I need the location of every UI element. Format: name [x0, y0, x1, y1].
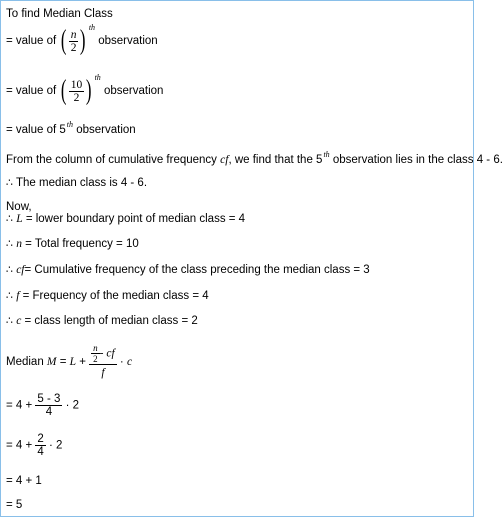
equals-sign: =: [59, 356, 67, 368]
fraction-numerator: 5 - 3: [37, 393, 61, 405]
cumulative-frequency-statement: [6, 150, 503, 168]
main-numerator: [89, 343, 117, 365]
var-c: c: [16, 315, 22, 327]
therefore-icon: ∴: [6, 176, 13, 189]
statement-part-c: observation lies in the class 4 - 6.: [332, 154, 503, 166]
step-rhs: · 2: [49, 439, 63, 452]
therefore-icon: ∴: [6, 263, 13, 276]
fraction-denominator: 2: [73, 91, 80, 104]
def-L: [6, 212, 245, 226]
inner-denominator: 2: [93, 354, 98, 364]
median-class-conclusion: [6, 176, 147, 190]
median-formula: [6, 343, 132, 381]
step-n-over-2: [6, 23, 158, 56]
superscript-th: th: [94, 73, 101, 83]
fraction-denominator: 2: [70, 41, 77, 54]
therefore-icon: ∴: [6, 212, 13, 225]
def-cf: [6, 263, 370, 277]
therefore-icon: ∴: [6, 237, 13, 250]
step-10-over-2: [6, 73, 164, 106]
fraction-numerator: 2: [37, 433, 44, 445]
def-cf-text: = Cumulative frequency of the class preceding the median class = 3: [24, 264, 370, 276]
def-n-text: = Total frequency = 10: [25, 238, 139, 250]
plus-sign: +: [79, 356, 86, 368]
value-of-label: = value of: [6, 35, 57, 48]
median-main-fraction: [89, 343, 117, 381]
def-L-text: = lower boundary point of median class = 4: [25, 213, 246, 225]
var-c: c: [126, 356, 133, 368]
therefore-icon: ∴: [6, 314, 13, 327]
var-n: n: [16, 238, 22, 250]
left-paren: (: [61, 75, 67, 106]
therefore-icon: ∴: [6, 289, 13, 302]
fraction-denominator: 4: [37, 446, 44, 458]
fraction-2-over-4: [35, 433, 45, 458]
step-lhs: = 4 +: [6, 399, 33, 412]
superscript-th: th: [66, 120, 74, 129]
inner-fraction: [91, 343, 100, 364]
fraction-numerator: 10: [70, 78, 83, 91]
fraction-denominator: 4: [45, 406, 53, 418]
substitution-step-1: [6, 393, 79, 418]
inner-numerator: n: [93, 343, 98, 353]
substitution-step-3: = 4 + 1: [6, 475, 42, 487]
main-denominator: f: [101, 367, 105, 379]
right-paren: ): [86, 75, 92, 106]
cf-variable: cf: [220, 154, 229, 166]
def-c-text: = class length of median class = 2: [24, 315, 198, 327]
right-paren: ): [80, 25, 86, 56]
def-c: [6, 314, 198, 328]
observation-label: observation: [76, 124, 136, 136]
statement-part-a: From the column of cumulative frequency: [6, 154, 217, 166]
var-M: M: [46, 356, 57, 368]
superscript-th: th: [323, 150, 330, 159]
step-lhs: = 4 +: [6, 439, 33, 452]
median-label: Median: [6, 356, 44, 368]
observation-label: observation: [104, 85, 164, 98]
def-f: [6, 289, 209, 303]
conclusion-text: The median class is 4 - 6.: [16, 177, 148, 189]
step-rhs: · 2: [65, 399, 80, 412]
fraction-10-over-2: [69, 79, 85, 104]
statement-part-b: , we find that the 5: [228, 154, 323, 166]
left-paren: (: [61, 25, 67, 56]
substitution-step-2: [6, 433, 62, 458]
fraction-numerator: n: [70, 28, 77, 41]
dot-operator: ·: [119, 356, 124, 368]
var-L: L: [16, 213, 23, 225]
var-L: L: [69, 356, 77, 368]
value-of-label: = value of: [6, 85, 57, 98]
now-label: Now,: [6, 201, 32, 213]
final-result: = 5: [6, 499, 23, 511]
heading-find-median-class: To find Median Class: [6, 8, 113, 20]
superscript-th: th: [88, 23, 96, 33]
var-f: f: [16, 290, 20, 302]
value-of-5-label: = value of 5: [6, 124, 66, 136]
def-f-text: = Frequency of the median class = 4: [22, 290, 209, 302]
minus-cf: - cf: [99, 347, 115, 360]
var-cf: cf: [16, 264, 25, 276]
fraction-5-minus-3-over-4: [35, 393, 62, 418]
observation-label: observation: [98, 35, 158, 48]
def-n: [6, 237, 139, 251]
fraction-n-over-2: [69, 29, 79, 54]
step-5th-observation: [6, 120, 136, 138]
